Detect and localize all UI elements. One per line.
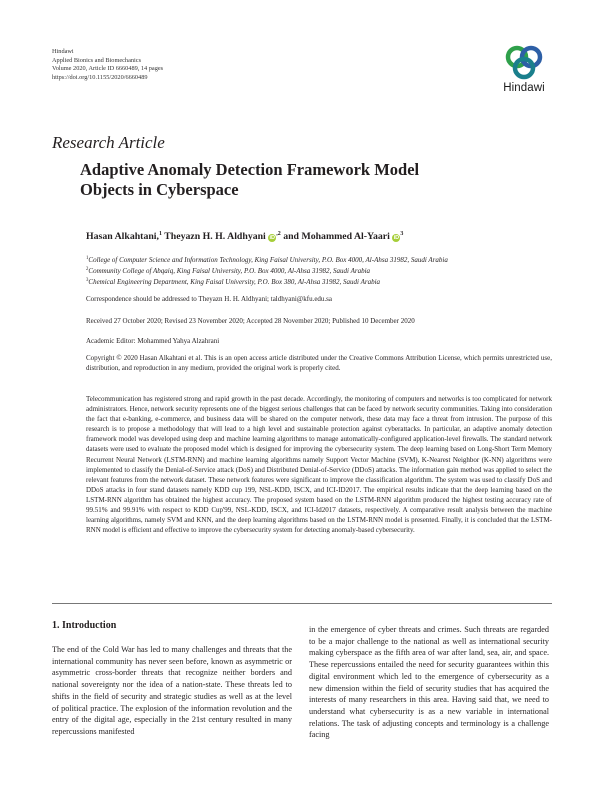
title-line: Adaptive Anomaly Detection Framework Model: [80, 160, 420, 179]
correspondence: Correspondence should be addressed to Theyazn H. H. Aldhyani; taldhyani@kfu.edu.sa: [86, 295, 333, 303]
article-type: Research Article: [52, 133, 165, 152]
journal-meta: [52, 48, 163, 82]
orcid-icon[interactable]: iD: [269, 235, 275, 241]
affiliation-line: $^2$Community College of Abqaiq, King Faisal University, P.O. Box 4000, Al-Ahsa 31982, Saudi Arabia: [86, 267, 371, 275]
orcid-icon[interactable]: iD: [393, 235, 400, 241]
author-name: Hasan Alkahtani,: [86, 231, 159, 242]
affiliations: [86, 254, 448, 287]
author-name: Theyazn H. H. Aldhyani: [164, 231, 266, 242]
journal-name: Applied Bionics and Biomechanics: [52, 56, 142, 64]
affiliation-line: $^3$Chemical Engineering Department, King Faisal University, P.O. Box 380, Al-Ahsa 31982, Saudi Arabia: [86, 278, 381, 286]
hindawi-logo: [494, 44, 554, 106]
intro-column-left: The end of the Cold War has led to many challenges and threats that the international community has never seen before, known as asymmetric or asymmetric cross-border threats that recognize neither borders and national sovereignty nor the idea of a nation-state. These threats led to shifts in the field of security and strategic studies as well as at the level of political practice. The explosion of the information revolution and the entry of the digital age, especially in the 21st century resulted in many repercussions manifested: [52, 645, 292, 736]
volume-line: Volume 2020, Article ID 6660489, 14 pages: [52, 65, 164, 73]
doi-link[interactable]: https://doi.org/10.1155/2020/6660489: [52, 73, 148, 81]
author-affil-mark: ,2: [276, 231, 281, 237]
author-name: and Mohammed Al-Yaari: [283, 231, 390, 242]
article-title: [80, 160, 500, 200]
logo-brand-text: Hindawi: [503, 82, 545, 94]
title-line: Objects in Cyberspace: [80, 180, 239, 199]
affiliation-line: $^1$College of Computer Science and Information Technology, King Faisal University, P.O. Box 4000, Al-Ahsa 31982, Saudi Arabia: [86, 256, 448, 264]
copyright-notice: Copyright © 2020 Hasan Alkahtani et al. This is an open access article distributed under the Creative Commons Attribution License, which permits unrestricted use, distribution, and reproduction in any medium, provided the original work is properly cited.: [86, 354, 552, 372]
intro-column-right: in the emergence of cyber threats and crimes. Such threats are regarded to be a major challenge to the national as well as international security making cyberspace as the fifth area of war after land, sea, air, and space. These repercussions entailed the need for security guarantees within this digital environment which led to the emergence of cybersecurity as a new dimension within the field of security studies that has acquired the interests of many researchers in this area. Having said that, we need to understand what cybersecurity is as a new variable in international relations. The task of adjusting concepts and terminology is a challenge facing: [309, 625, 549, 740]
author-affil-mark: 1: [158, 231, 162, 237]
section-heading-introduction: 1. Introduction: [52, 620, 117, 631]
author-affil-mark: 3: [400, 231, 404, 237]
publication-dates: Received 27 October 2020; Revised 23 November 2020; Accepted 28 November 2020; Published 10 December 2020: [86, 317, 415, 325]
author-list: [86, 231, 403, 242]
abstract: Telecommunication has registered strong and rapid growth in the past decade. Accordingly, the monitoring of computers and networks is too complicated for network administrators. Hence, network security represents one of the biggest serious challenges that can be faced by network security communities. Taking into consideration the fact that e-banking, e-commerce, and business data will be shared on the computer network, these data may face a threat from intrusion. The purpose of this research is to propose a methodology that will lead to a high level and sustainable protection against cyberattacks. In particular, an adaptive anomaly detection framework model was developed using deep and machine learning algorithms to manage automatically-configured application-level firewalls. The standard network datasets were used to evaluate the proposed model which is designed for improving the cybersecurity system. The deep learning based on Long-Short Term Memory Recurrent Neural Network (LSTM-RNN) and machine learning algorithms namely Support Vector Machine (SVM), K-Nearest Neighbor (K-NN) algorithms were implemented to classify the Denial-of-Service attack (DoS) and Distributed Denial-of-Service (DDoS) attacks. The information gain method was applied to select the relevant features from the network dataset. These network features were significant to improve the classification algorithm. The system was used to classify DoS and DDoS attacks in four stand datasets namely KDD cup 199, NSL-KDD, ISCX, and ICI-ID2017. The empirical results indicate that the deep learning based on the LSTM-RNN algorithm has obtained the highest accuracy. The proposed system based on the LSTM-RNN algorithm produced the highest testing accuracy rate of 99.51% and 99.91% with respect to KDD Cup'99, NSL-KDD, ISCX, and ICI-Id2017 datasets, respectively. A comparative result analysis between the machine learning algorithms, namely SVM and KNN, and the deep learning algorithms based on the LSTM-RNN model is presented. Finally, it is concluded that the LSTM-RNN model is efficient and effective to improve the cybersecurity system for detecting anomaly-based cybersecurity.: [86, 395, 552, 535]
section-divider: [52, 603, 552, 604]
publisher-name: Hindawi: [52, 48, 74, 55]
hindawi-logo-icon: [504, 44, 544, 80]
academic-editor: Academic Editor: Mohammed Yahya Alzahrani: [86, 337, 220, 345]
